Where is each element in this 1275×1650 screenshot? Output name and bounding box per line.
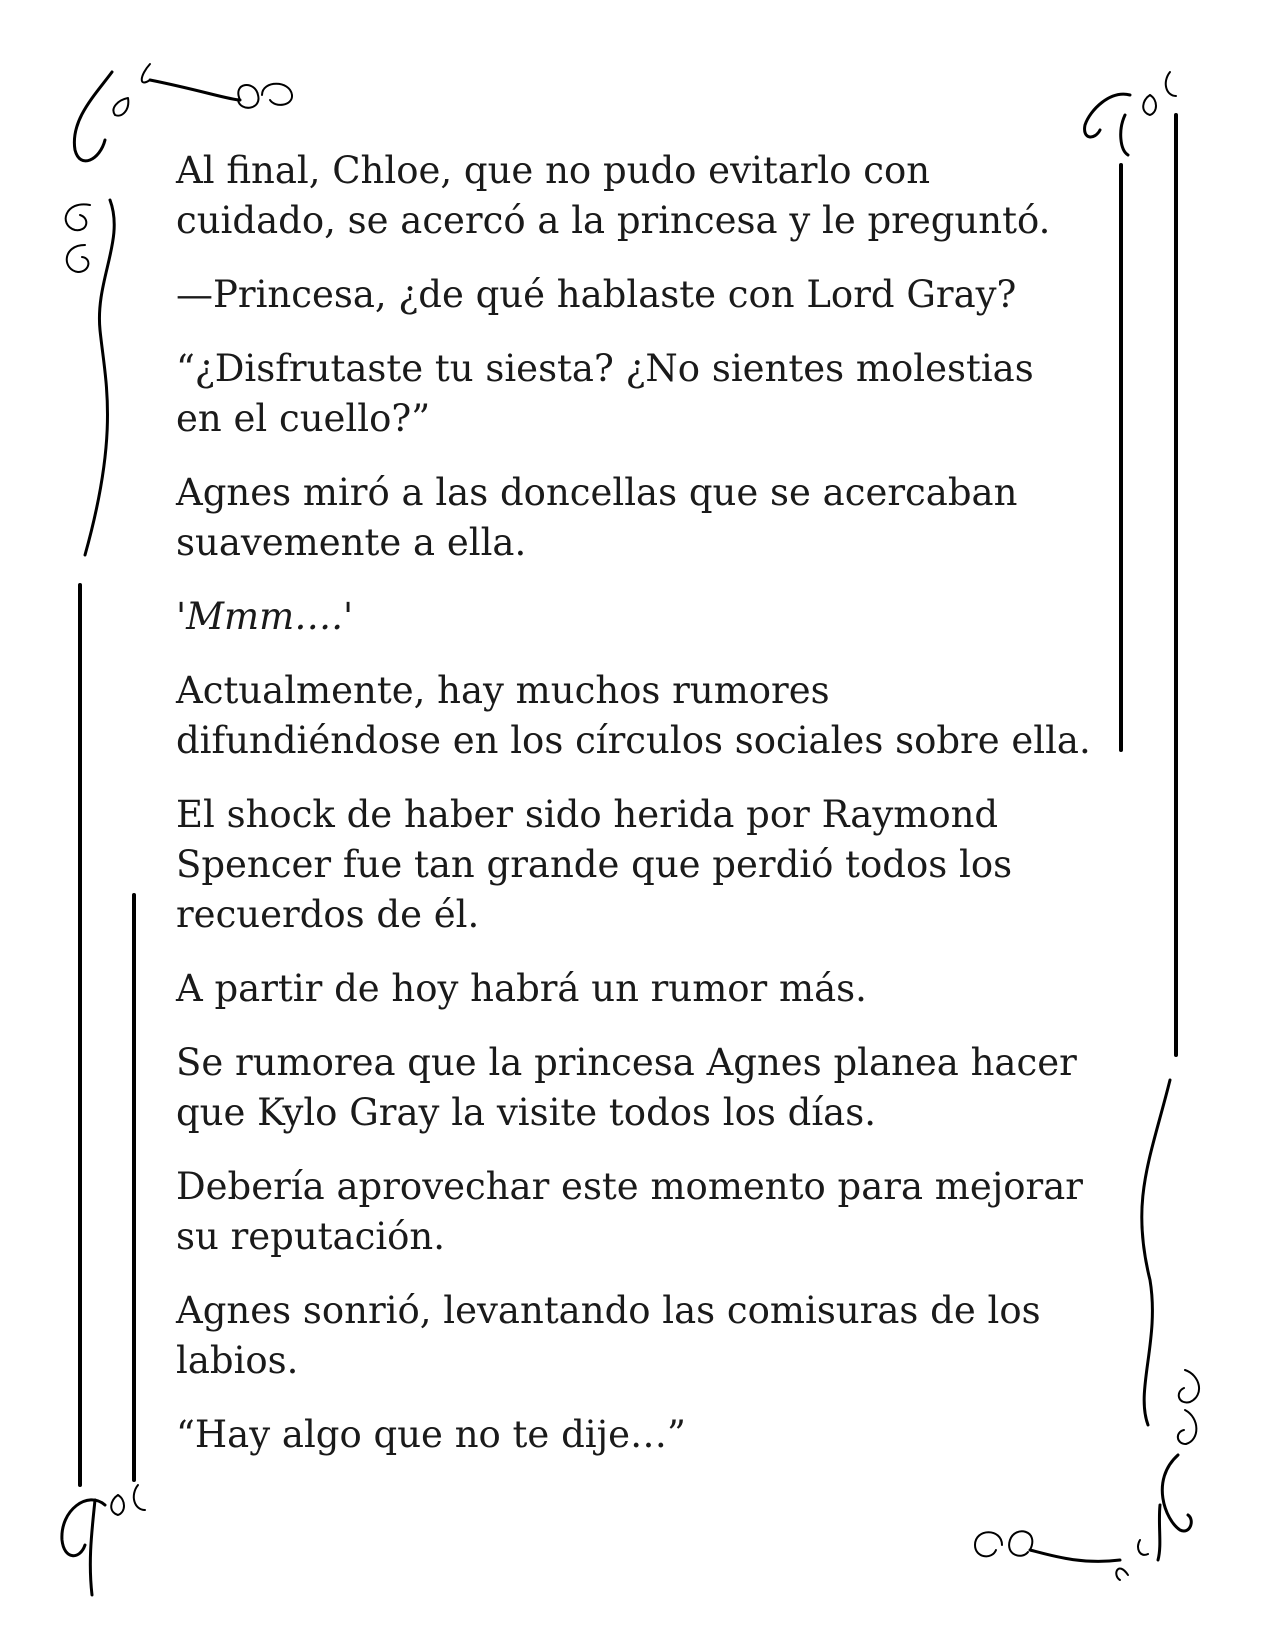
top-right-flourish-ornament xyxy=(1085,72,1176,155)
text-line: 'Mmm….' xyxy=(176,595,354,638)
text-line: “Hay algo que no te dije…” xyxy=(176,1413,686,1456)
paragraph xyxy=(176,1410,1106,1460)
text-line: Debería aprovechar este momento para mejorar xyxy=(176,1165,1083,1208)
text-line: labios. xyxy=(176,1339,299,1382)
text-line: difundiéndose en los círculos sociales sobre ella. xyxy=(176,719,1091,762)
paragraph xyxy=(176,468,1106,568)
text-line: Al final, Chloe, que no pudo evitarlo con xyxy=(176,149,931,192)
paragraph xyxy=(176,790,1106,940)
text-line: Spencer fue tan grande que perdió todos los xyxy=(176,843,1013,886)
text-line: Agnes sonrió, levantando las comisuras de los xyxy=(176,1289,1041,1332)
paragraph xyxy=(176,1162,1106,1262)
paragraph xyxy=(176,270,1106,320)
paragraph xyxy=(176,666,1106,766)
text-line: en el cuello?” xyxy=(176,397,431,440)
paragraph xyxy=(176,146,1106,246)
paragraph xyxy=(176,344,1106,444)
text-line: “¿Disfrutaste tu siesta? ¿No sientes molestias xyxy=(176,347,1034,390)
text-line: Agnes miró a las doncellas que se acercaban xyxy=(176,471,1018,514)
text-line: El shock de haber sido herida por Raymond xyxy=(176,793,999,836)
bottom-left-flourish-ornament xyxy=(62,1485,145,1595)
text-line: A partir de hoy habrá un rumor más. xyxy=(176,967,867,1010)
text-line: Se rumorea que la princesa Agnes planea hacer xyxy=(176,1041,1077,1084)
paragraph xyxy=(176,1286,1106,1386)
text-line: cuidado, se acercó a la princesa y le preguntó. xyxy=(176,199,1051,242)
document-body xyxy=(176,146,1106,1484)
text-line: su reputación. xyxy=(176,1215,446,1258)
text-line: recuerdos de él. xyxy=(176,893,480,936)
text-line: que Kylo Gray la visite todos los días. xyxy=(176,1091,876,1134)
text-line: suavemente a ella. xyxy=(176,521,527,564)
paragraph xyxy=(176,1038,1106,1138)
paragraph xyxy=(176,964,1106,1014)
text-line: —Princesa, ¿de qué hablaste con Lord Gray? xyxy=(176,273,1017,316)
paragraph xyxy=(176,592,1106,642)
text-line: Actualmente, hay muchos rumores xyxy=(176,669,830,712)
